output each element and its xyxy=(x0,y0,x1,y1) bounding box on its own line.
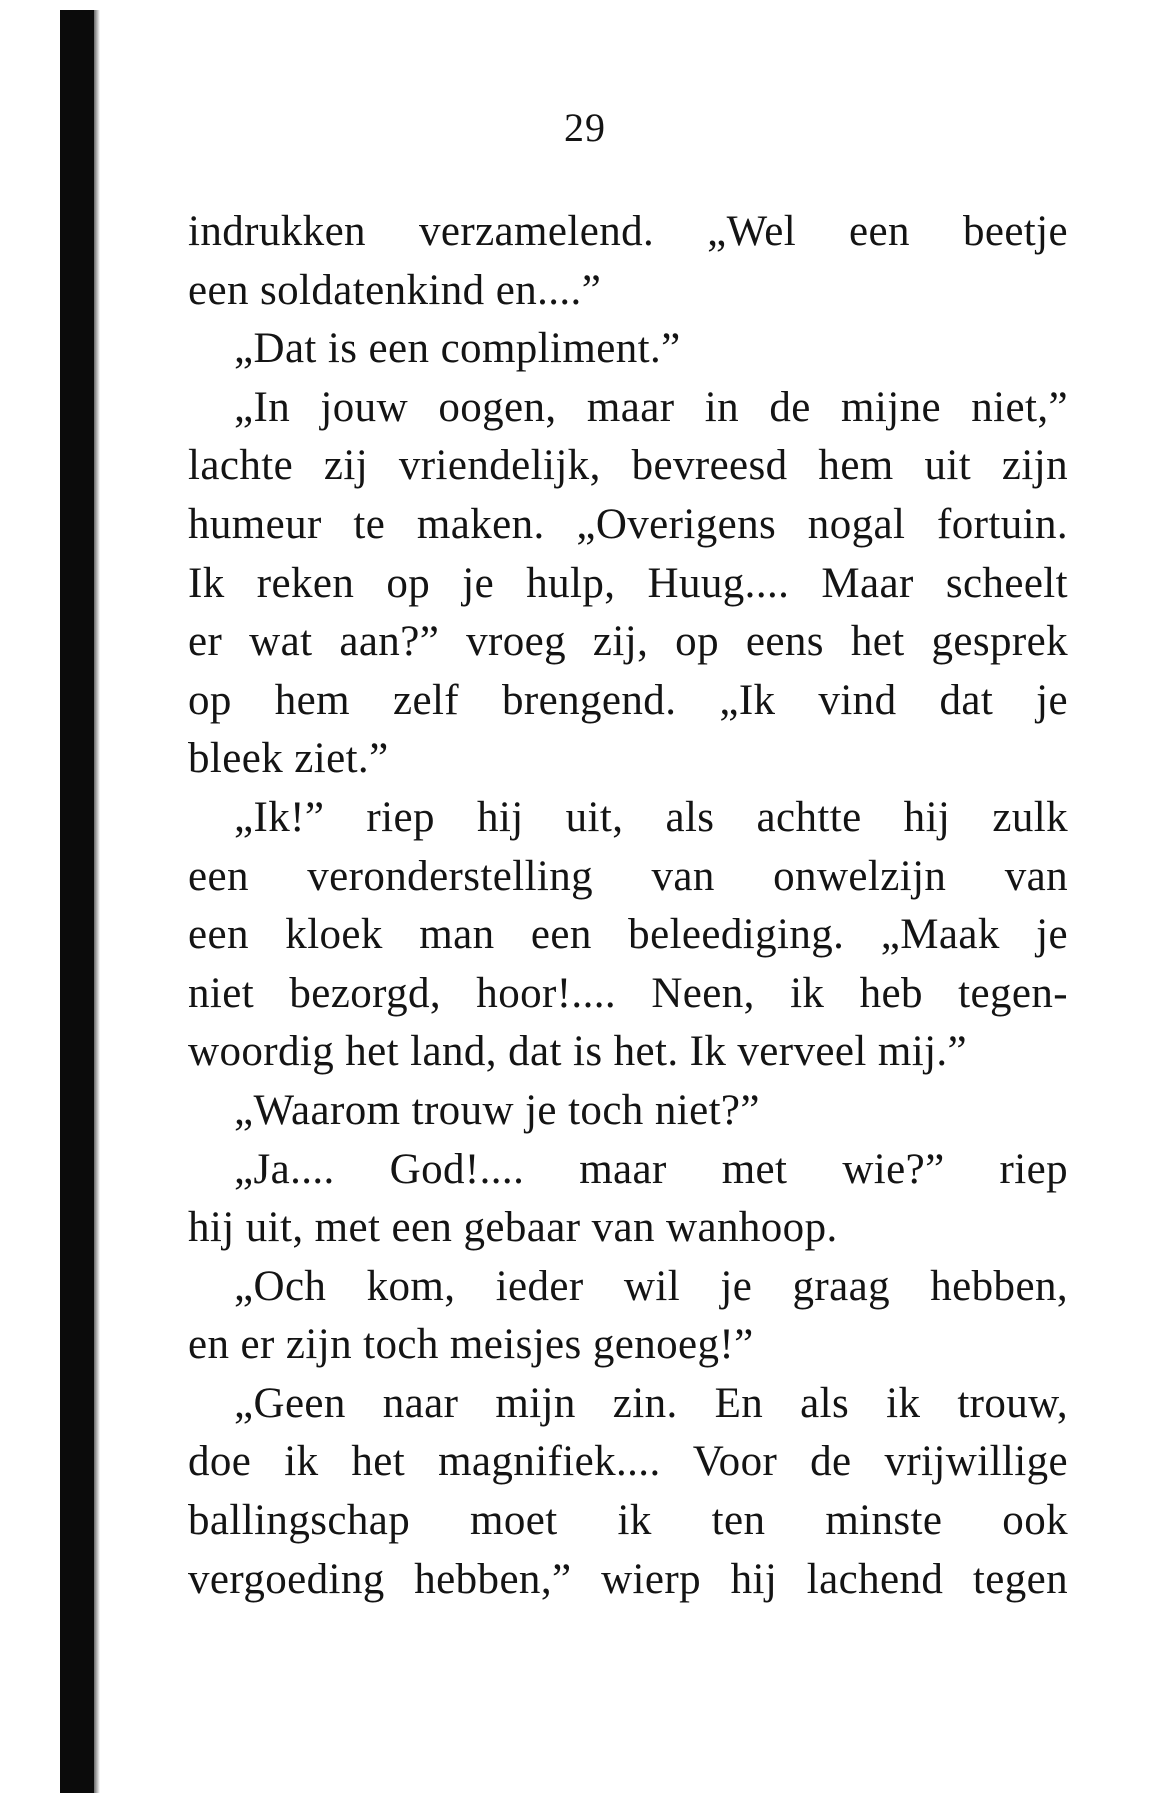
text-line: een kloek man een beleediging. „Maak je xyxy=(188,911,1068,959)
text-line: doe ik het magnifiek.... Voor de vrijwillige xyxy=(188,1438,1068,1486)
book-binding-edge xyxy=(60,10,94,1793)
text-line: hij uit, met een gebaar van wanhoop. xyxy=(188,1204,838,1252)
text-line: lachte zij vriendelijk, bevreesd hem uit zijn xyxy=(188,442,1068,490)
page-number: 29 xyxy=(564,105,606,150)
text-line: „Geen naar mijn zin. En als ik trouw, xyxy=(234,1379,1068,1427)
text-line: „Och kom, ieder wil je graag hebben, xyxy=(234,1262,1068,1310)
text-line: woordig het land, dat is het. Ik verveel mij.” xyxy=(188,1028,968,1076)
text-line: Ik reken op je hulp, Huug.... Maar scheelt xyxy=(188,559,1068,607)
text-line: „Waarom trouw je toch niet?” xyxy=(234,1086,760,1134)
text-line: humeur te maken. „Overigens nogal fortuin. xyxy=(188,500,1068,548)
text-line: op hem zelf brengend. „Ik vind dat je xyxy=(188,676,1068,724)
text-line: „Ik!” riep hij uit, als achtte hij zulk xyxy=(234,793,1068,841)
text-line: niet bezorgd, hoor!.... Neen, ik heb tegen- xyxy=(188,969,1068,1017)
text-line: „Ja.... God!.... maar met wie?” riep xyxy=(234,1145,1068,1193)
text-line: vergoeding hebben,” wierp hij lachend tegen xyxy=(188,1555,1068,1603)
text-line: indrukken verzamelend. „Wel een beetje xyxy=(188,208,1068,255)
text-line: ballingschap moet ik ten minste ook xyxy=(188,1497,1068,1545)
text-line: een soldatenkind en....” xyxy=(188,266,602,314)
text-line: en er zijn toch meisjes genoeg!” xyxy=(188,1321,754,1369)
text-line: een veronderstelling van onwelzijn van xyxy=(188,852,1068,900)
binding-shadow xyxy=(94,10,100,1793)
text-line: „Dat is een compliment.” xyxy=(234,325,681,373)
text-line: „In jouw oogen, maar in de mijne niet,” xyxy=(234,383,1068,431)
text-line: bleek ziet.” xyxy=(188,735,389,783)
text-line: er wat aan?” vroeg zij, op eens het gesprek xyxy=(188,618,1068,666)
body-text xyxy=(188,203,1068,1609)
